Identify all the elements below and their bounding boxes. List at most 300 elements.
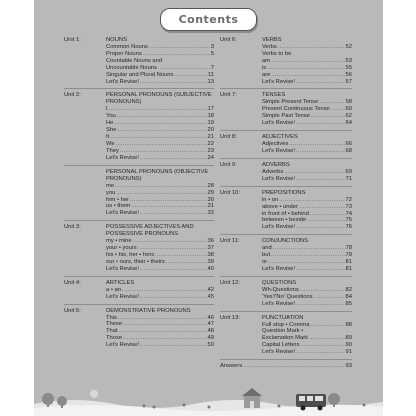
entry-text: It (106, 134, 110, 141)
dot-leader (271, 72, 344, 79)
entry-text: Singular and Plural Nouns (106, 71, 174, 78)
entry-page-number: 21 (207, 134, 214, 141)
entry-page-number: 58 (345, 99, 352, 106)
entry-page-number: 90 (345, 342, 352, 349)
answers-section (220, 363, 352, 370)
entry-text: our • ours, their • theirs (106, 258, 165, 265)
entry-text: 'Yes'/'No' Questions (262, 293, 313, 300)
toc-entry[interactable] (262, 113, 352, 120)
dot-leader (271, 252, 344, 259)
entry-page-number: 76 (345, 224, 352, 231)
dot-leader (119, 328, 207, 335)
toc-entry[interactable] (106, 127, 214, 134)
entry-text: Question Mark • (262, 328, 304, 335)
entry-page-number: 45 (207, 293, 214, 300)
entry-text: He (106, 120, 114, 127)
entry-text: Let's Revise! (262, 300, 296, 307)
entry-page-number: 73 (345, 203, 352, 210)
unit-label: Unit 3: (64, 224, 81, 231)
dot-leader (284, 169, 344, 176)
toc-entry[interactable] (262, 79, 352, 86)
page-title: Contents (160, 8, 258, 31)
entry-text: Let's Revise! (262, 147, 296, 154)
dot-leader (268, 259, 344, 266)
entry-text: Let's Revise! (262, 265, 296, 272)
entry-page-number: 75 (345, 217, 352, 224)
entry-page-number: 49 (207, 335, 214, 342)
toc-entry[interactable] (262, 99, 352, 106)
entry-text: They (106, 147, 119, 154)
entry-text: Proper Nouns (106, 50, 142, 57)
entry-text: Let's Revise! (106, 293, 140, 300)
unit-divider (220, 130, 352, 131)
entry-page-number: 50 (207, 342, 214, 349)
unit-body (262, 190, 352, 232)
entry-text: Let's Revise! (106, 210, 140, 217)
unit-title: DEMONSTRATIVE PRONOUNS (106, 307, 191, 314)
entry-text: and (262, 245, 272, 252)
unit-label: Unit 8: (220, 134, 237, 141)
entry-text: between • beside (262, 217, 307, 224)
unit-section (220, 280, 352, 308)
toc-entry[interactable] (106, 65, 214, 72)
dot-leader (149, 44, 210, 51)
entry-text: us • them (106, 203, 131, 210)
toc-entry[interactable] (262, 44, 352, 51)
unit-divider (64, 276, 214, 277)
entry-text: him • her (106, 196, 129, 203)
unit-body (106, 37, 214, 85)
unit-divider (220, 186, 352, 187)
dot-leader (122, 287, 207, 294)
dot-leader (155, 252, 206, 259)
entry-text: I (106, 106, 108, 113)
entry-page-number: 66 (345, 141, 352, 148)
entry-page-number: 79 (345, 252, 352, 259)
entry-text: his • his, her • hers (106, 252, 155, 259)
toc-entry[interactable] (262, 204, 352, 211)
entry-page-number: 7 (210, 64, 214, 71)
unit-title: PREPOSITIONS (262, 189, 306, 196)
unit-section (220, 162, 352, 183)
entry-text: Simple Past Tense (262, 113, 310, 120)
sun-icon (90, 390, 98, 398)
entry-page-number: 69 (345, 168, 352, 175)
unit-body (262, 37, 352, 85)
dot-leader (138, 245, 207, 252)
entry-text: Let's Revise! (106, 265, 140, 272)
unit-section (64, 280, 214, 301)
landscape-decoration (34, 382, 383, 416)
unit-label: Unit 11: (220, 238, 240, 245)
toc-entry[interactable] (262, 51, 352, 58)
dot-leader (307, 217, 344, 224)
entry-page-number: 37 (207, 245, 214, 252)
title-banner (34, 8, 383, 31)
entry-page-number: 68 (345, 147, 352, 154)
toc-entry[interactable] (262, 72, 352, 79)
dot-leader (299, 204, 345, 211)
entry-text: Present Continuous Tense (262, 106, 330, 113)
unit-body (262, 134, 352, 155)
entry-page-number: 62 (345, 113, 352, 120)
dot-leader (140, 155, 207, 162)
dot-leader (166, 259, 207, 266)
unit-section (64, 308, 214, 350)
unit-body (106, 224, 214, 273)
toc-entry[interactable] (262, 120, 352, 127)
entry-text: Let's Revise! (262, 175, 296, 182)
toc-entry[interactable] (106, 210, 214, 217)
toc-entry[interactable] (106, 238, 214, 245)
dot-leader (296, 148, 345, 155)
entry-text: This (106, 314, 117, 321)
dot-leader (289, 141, 344, 148)
entry-text: Let's Revise! (262, 78, 296, 85)
toc-entry[interactable] (262, 259, 352, 266)
dot-leader (114, 120, 206, 127)
entry-text: or (262, 259, 268, 266)
entry-page-number: 22 (207, 140, 214, 147)
unit-section (64, 169, 214, 218)
dot-leader (117, 113, 207, 120)
toc-entry[interactable] (106, 113, 214, 120)
entry-page-number: 32 (207, 210, 214, 217)
entry-text: You (106, 113, 116, 120)
toc-entry[interactable] (106, 141, 214, 148)
toc-entry[interactable] (106, 203, 214, 210)
toc-entry[interactable] (106, 197, 214, 204)
unit-body (106, 308, 214, 350)
entry-page-number: 3 (210, 44, 214, 50)
entry-page-number: 40 (207, 265, 214, 272)
toc-entry[interactable] (262, 148, 352, 155)
toc-entry[interactable] (106, 252, 214, 259)
toc-entry[interactable] (262, 169, 352, 176)
dot-leader (309, 335, 344, 342)
toc-entry[interactable] (106, 266, 214, 273)
toc-entry[interactable] (262, 224, 352, 231)
unit-divider (220, 311, 352, 312)
toc-entry[interactable] (262, 176, 352, 183)
unit-body (262, 315, 352, 357)
entry-text: Adverbs (262, 168, 284, 175)
entry-text: you (106, 189, 116, 196)
entry-text: am (262, 57, 271, 64)
toc-entry[interactable] (106, 294, 214, 301)
dot-leader (243, 363, 344, 370)
dot-leader (123, 335, 206, 342)
dot-leader (109, 106, 207, 113)
toc-entry[interactable] (262, 294, 352, 301)
dot-leader (331, 106, 345, 113)
toc-entry[interactable] (106, 183, 214, 190)
toc-entry[interactable] (106, 315, 214, 322)
unit-label: Unit 4: (64, 279, 81, 286)
unit-label: Unit 10: (220, 189, 240, 196)
entry-text: Capital Letters (262, 342, 300, 349)
toc-entry[interactable] (262, 349, 352, 356)
entry-page-number: 71 (345, 175, 352, 182)
toc-entry[interactable] (262, 252, 352, 259)
toc-entry[interactable] (106, 335, 214, 342)
dot-leader (110, 134, 206, 141)
entry-page-number: 29 (207, 189, 214, 196)
unit-section (220, 37, 352, 85)
dot-leader (174, 72, 207, 79)
unit-section (220, 238, 352, 273)
unit-body (262, 162, 352, 183)
unit-body (106, 92, 214, 161)
entry-page-number: 74 (345, 210, 352, 217)
dot-leader (140, 294, 207, 301)
unit-divider (220, 158, 352, 159)
entry-page-number: 56 (345, 71, 352, 78)
unit-section (64, 92, 214, 161)
dot-leader (296, 176, 345, 183)
entry-text: Let's Revise! (106, 78, 140, 85)
entry-text: in • on (262, 196, 279, 203)
toc-entry[interactable] (262, 217, 352, 224)
dot-leader (130, 197, 207, 204)
entry-text: We (106, 140, 115, 147)
dot-leader (300, 287, 345, 294)
dot-leader (115, 183, 206, 190)
entry-text: Let's Revise! (262, 224, 296, 231)
entry-page-number: 60 (345, 106, 352, 113)
dot-leader (279, 197, 344, 204)
unit-body (262, 238, 352, 273)
unit-title: QUESTIONS (262, 279, 297, 286)
dot-leader (116, 141, 207, 148)
toc-entry[interactable] (106, 245, 214, 252)
entry-page-number: 31 (207, 203, 214, 210)
dot-leader (273, 245, 345, 252)
toc-entry[interactable] (262, 287, 352, 294)
dot-leader (296, 224, 345, 231)
toc-entry[interactable] (262, 106, 352, 113)
unit-title: TENSES (262, 92, 286, 99)
toc-entry-answers[interactable] (220, 363, 352, 370)
dot-leader (120, 148, 207, 155)
entry-page-number: 30 (207, 196, 214, 203)
unit-section (220, 134, 352, 155)
entry-page-number: 18 (207, 113, 214, 120)
unit-label: Unit 1: (64, 37, 81, 43)
unit-body (262, 92, 352, 127)
entry-text: Countable Nouns and (106, 57, 163, 64)
entry-page-number: 64 (345, 120, 352, 127)
unit-body (262, 280, 352, 308)
unit-title: PERSONAL PRONOUNS (SUBJECTIVE PRONOUNS) (106, 92, 212, 106)
unit-body (106, 169, 214, 218)
entry-text: Verbs (262, 44, 277, 50)
entry-text: me (106, 182, 115, 189)
toc-entry[interactable] (106, 148, 214, 155)
toc-entry[interactable] (106, 72, 214, 79)
unit-label: Unit 2: (64, 92, 81, 99)
entry-page-number: 81 (345, 265, 352, 272)
entry-page-number: 55 (345, 64, 352, 71)
unit-section (64, 224, 214, 273)
dot-leader (140, 342, 207, 349)
toc-entry[interactable] (262, 58, 352, 65)
entry-page-number: 88 (345, 321, 352, 328)
entry-text: above • under (262, 203, 298, 210)
unit-section (64, 37, 214, 85)
dot-leader (140, 79, 207, 86)
unit-section (220, 190, 352, 232)
entry-page-number: 36 (207, 238, 214, 245)
toc-entry[interactable] (262, 342, 352, 349)
entry-page-number: 52 (345, 44, 352, 50)
toc-entry[interactable] (106, 321, 214, 328)
entry-text: Simple Present Tense (262, 99, 319, 106)
toc-entry[interactable] (262, 335, 352, 342)
unit-title: ADJECTIVES (262, 134, 298, 141)
dot-leader (133, 238, 207, 245)
toc-entry[interactable] (106, 79, 214, 86)
entry-text: That (106, 328, 118, 335)
toc-entry[interactable] (106, 287, 214, 294)
entry-text: Exclamation Mark (262, 335, 309, 342)
toc-entry[interactable] (106, 328, 214, 335)
unit-divider (220, 359, 352, 360)
unit-divider (64, 165, 214, 166)
dot-leader (116, 190, 206, 197)
entry-page-number: 93 (345, 363, 352, 370)
unit-label: Unit 7: (220, 92, 237, 99)
right-column (220, 37, 352, 370)
toc-entry[interactable] (106, 44, 214, 51)
contents-page (34, 0, 383, 416)
entry-page-number: 85 (345, 300, 352, 307)
dot-leader (310, 322, 344, 329)
toc-entry[interactable] (262, 65, 352, 72)
entry-page-number: 72 (345, 196, 352, 203)
entry-page-number: 28 (207, 182, 214, 189)
entry-text: Let's Revise! (106, 342, 140, 349)
entry-page-number: 48 (207, 328, 214, 335)
unit-title: NOUNS (106, 37, 127, 43)
entry-page-number: 38 (207, 252, 214, 259)
entry-text: Answers (220, 363, 243, 370)
unit-section (220, 92, 352, 127)
entry-page-number: 57 (345, 78, 352, 85)
entry-text: Let's Revise! (262, 349, 296, 356)
toc-entry[interactable] (262, 141, 352, 148)
entry-text: in front of • behind (262, 210, 309, 217)
dot-leader (310, 211, 345, 218)
entry-text: your • yours (106, 245, 137, 252)
toc-entry[interactable] (106, 190, 214, 197)
dot-leader (296, 120, 345, 127)
unit-title: ARTICLES (106, 279, 135, 286)
entry-text: a • an (106, 286, 121, 293)
toc-entry[interactable] (106, 120, 214, 127)
unit-label: Unit 9: (220, 161, 237, 168)
toc-entry[interactable] (106, 342, 214, 349)
dot-leader (117, 127, 206, 134)
entry-page-number: 24 (207, 154, 214, 161)
left-column (64, 37, 214, 352)
unit-title: POSSESSIVE ADJECTIVES AND POSSESSIVE PRONOUNS (106, 224, 194, 238)
unit-label: Unit 13: (220, 314, 240, 321)
dot-leader (300, 342, 344, 349)
toc-entry[interactable] (262, 211, 352, 218)
entry-text: Common Nouns (106, 44, 148, 50)
toc-entry[interactable] (262, 301, 352, 308)
unit-title: PUNCTUATION (262, 314, 304, 321)
dot-leader (319, 99, 344, 106)
toc-entry[interactable] (106, 134, 214, 141)
entry-text: Let's Revise! (262, 120, 296, 127)
dot-leader (296, 349, 345, 356)
dot-leader (271, 58, 344, 65)
dot-leader (118, 315, 207, 322)
entry-page-number: 39 (207, 258, 214, 265)
dot-leader (311, 113, 345, 120)
entry-page-number: 5 (210, 50, 214, 57)
house-icon (242, 388, 262, 408)
dot-leader (267, 65, 344, 72)
entry-page-number: 19 (207, 120, 214, 127)
dot-leader (278, 44, 345, 51)
toc-entry[interactable] (106, 58, 214, 65)
toc-entry[interactable] (106, 259, 214, 266)
unit-divider (220, 88, 352, 89)
toc-entry[interactable] (262, 266, 352, 273)
entry-page-number: 42 (207, 286, 214, 293)
unit-title: CONJUNCTIONS (262, 238, 309, 245)
toc-entry[interactable] (106, 51, 214, 58)
dot-leader (131, 203, 206, 210)
entry-page-number: 47 (207, 321, 214, 328)
toc-entry[interactable] (106, 106, 214, 113)
entry-page-number: 46 (207, 314, 214, 321)
toc-entry[interactable] (262, 322, 352, 329)
toc-entry[interactable] (262, 328, 352, 335)
entry-text: Uncountable Nouns (106, 64, 157, 71)
entry-text: my • mine (106, 238, 132, 245)
entry-page-number: 81 (345, 259, 352, 266)
entry-page-number: 78 (345, 245, 352, 252)
unit-divider (220, 234, 352, 235)
toc-entry[interactable] (106, 155, 214, 162)
entry-text: Verbs to be (262, 50, 292, 57)
toc-entry[interactable] (262, 197, 352, 204)
dot-leader (314, 294, 345, 301)
dot-leader (123, 321, 206, 328)
entry-text: She (106, 127, 117, 134)
unit-section (220, 315, 352, 357)
dot-leader (140, 210, 207, 217)
entry-text: Those (106, 335, 123, 342)
unit-divider (64, 304, 214, 305)
unit-divider (64, 88, 214, 89)
entry-page-number: 17 (207, 106, 214, 113)
toc-entry[interactable] (262, 245, 352, 252)
unit-label: Unit 5: (64, 307, 81, 314)
unit-divider (64, 220, 214, 221)
entry-page-number: 20 (207, 127, 214, 134)
entry-text: Full stop • Comma (262, 321, 310, 328)
dot-leader (143, 51, 210, 58)
entry-page-number: 89 (345, 335, 352, 342)
entry-text: is (262, 64, 267, 71)
entry-text: Adjectives (262, 141, 289, 148)
entry-text: Wh-Questions (262, 286, 299, 293)
